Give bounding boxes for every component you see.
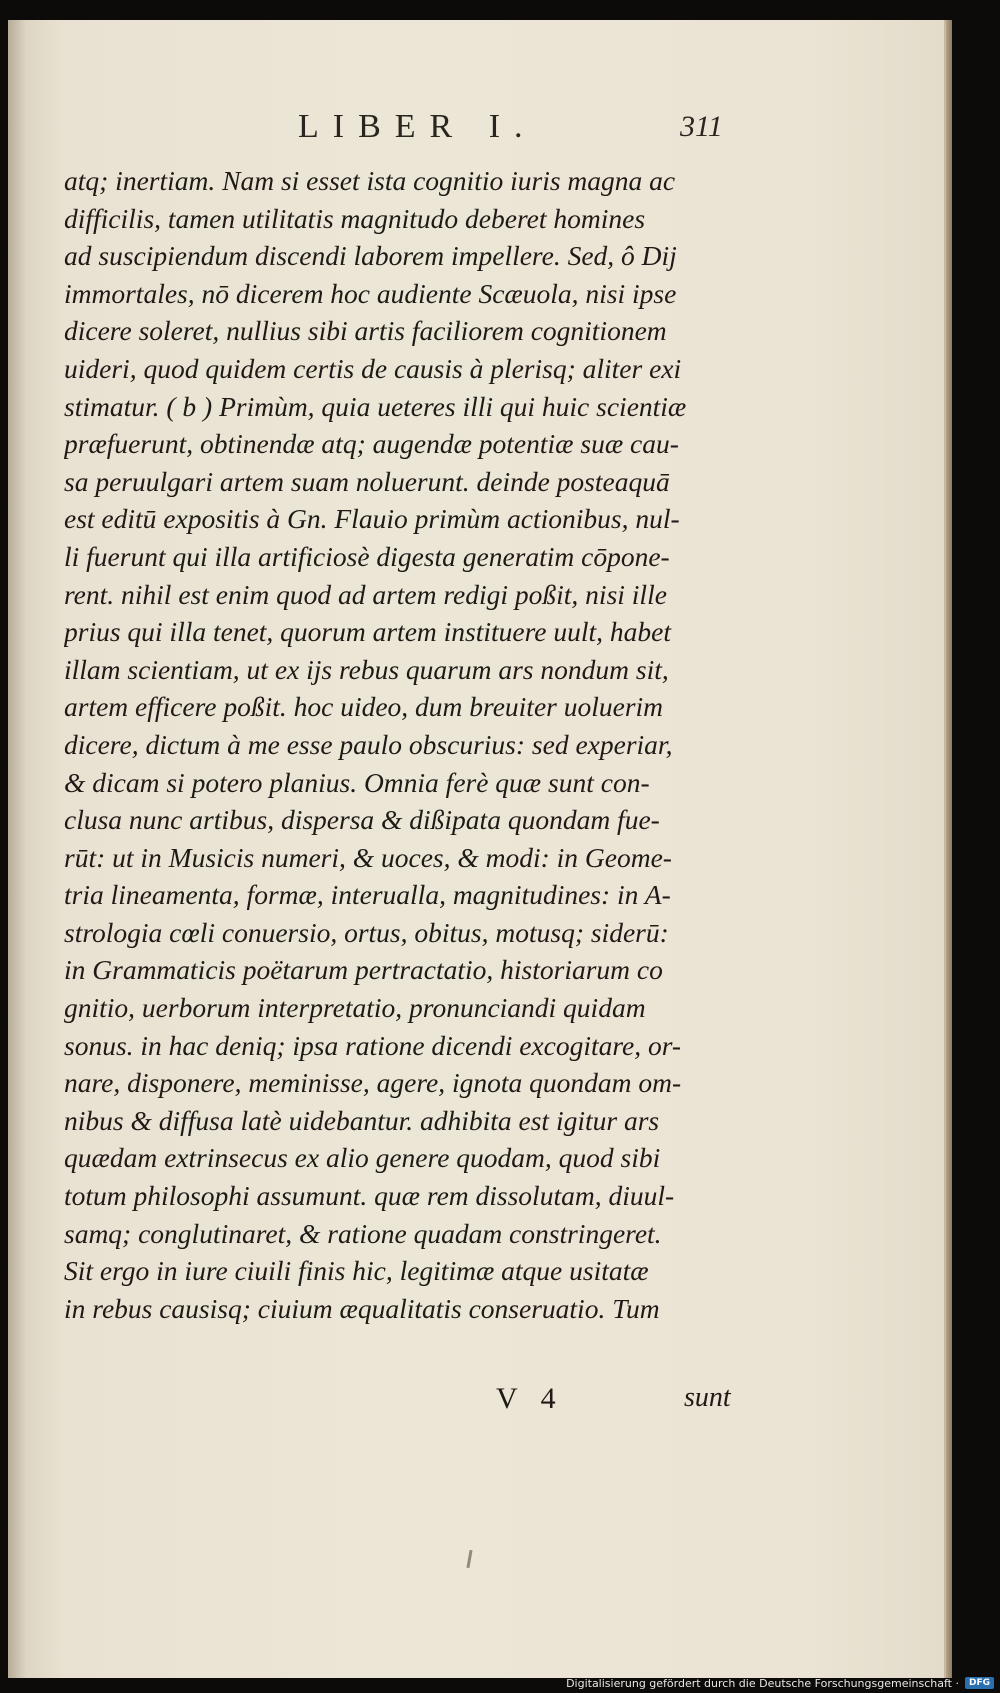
text-line: in Grammaticis poëtarum pertractatio, historiarum co <box>64 954 663 986</box>
text-line: uideri, quod quidem certis de causis à plerisq; aliter exi <box>64 352 682 384</box>
text-line: dicere soleret, nullius sibi artis faciliorem cognitionem <box>64 315 667 347</box>
text-line: præfuerunt, obtinendæ atq; augendæ potentiæ suæ cau- <box>64 428 679 460</box>
page-header <box>8 108 944 158</box>
body-text <box>64 162 744 1327</box>
text-line: stimatur. ( b ) Primùm, quia ueteres illi qui huic scientiæ <box>64 390 687 422</box>
text-line: clusa nunc artibus, dispersa & dißipata quondam fue- <box>64 804 660 836</box>
text-line: samq; conglutinaret, & ratione quadam constringeret. <box>64 1217 662 1249</box>
text-line: illam scientiam, ut ex ijs rebus quarum ars nondum sit, <box>64 653 669 685</box>
text-line: li fuerunt qui illa artificiosè digesta generatim cōpone- <box>64 540 670 572</box>
text-line: nare, disponere, meminisse, agere, ignota quondam om- <box>64 1067 682 1099</box>
ink-mark <box>466 1550 472 1568</box>
signature-mark: V 4 <box>496 1382 564 1415</box>
text-line: nibus & diffusa latè uidebantur. adhibita est igitur ars <box>64 1104 660 1136</box>
text-line: in rebus causisq; ciuium æqualitatis conseruatio. Tum <box>64 1292 660 1324</box>
text-line: atq; inertiam. Nam si esset ista cognitio iuris magna ac <box>64 165 676 196</box>
text-line: artem efficere poßit. hoc uideo, dum breuiter uoluerim <box>64 691 664 723</box>
text-line: immortales, nō dicerem hoc audiente Scæuola, nisi ipse <box>64 277 677 309</box>
text-line: rent. nihil est enim quod ad artem redigi poßit, nisi ille <box>64 578 667 610</box>
catchword: sunt <box>684 1382 731 1413</box>
text-line: totum philosophi assumunt. quæ rem dissolutam, diuul- <box>64 1180 675 1212</box>
text-line: rūt: ut in Musicis numeri, & uoces, & modi: in Geome- <box>64 841 672 873</box>
running-head: LIBER I. <box>298 108 537 145</box>
gutter-shadow <box>8 20 26 1678</box>
text-line: prius qui illa tenet, quorum artem instituere uult, habet <box>64 616 672 648</box>
text-line: sonus. in hac deniq; ipsa ratione dicendi excogitare, or- <box>64 1029 682 1061</box>
book-page <box>8 20 948 1678</box>
text-line: ad suscipiendum discendi laborem impellere. Sed, ô Dij <box>64 240 677 272</box>
page-edge <box>946 20 952 1678</box>
dfg-logo-icon: DFG <box>965 1677 994 1689</box>
text-line: & dicam si potero planius. Omnia ferè quæ sunt con- <box>64 766 650 798</box>
text-line: sa peruulgari artem suam noluerunt. deinde posteaquā <box>64 465 670 497</box>
text-line: difficilis, tamen utilitatis magnitudo deberet homines <box>64 202 646 234</box>
catchline <box>8 1382 944 1422</box>
text-line: dicere, dictum à me esse paulo obscurius: sed experiar, <box>64 728 673 760</box>
text-line: quædam extrinsecus ex alio genere quodam, quod sibi <box>64 1142 661 1174</box>
text-line: est editū expositis à Gn. Flauio primùm actionibus, nul- <box>64 503 680 535</box>
text-line: Sit ergo in iure ciuili finis hic, legitimæ atque usitatæ <box>64 1255 649 1287</box>
digitization-footer <box>566 1675 994 1691</box>
funding-notice: Digitalisierung gefördert durch die Deutsche Forschungsgemeinschaft · <box>566 1676 959 1690</box>
page-number: 311 <box>680 110 723 143</box>
text-line: strologia cœli conuersio, ortus, obitus, motusq; siderū: <box>64 916 669 948</box>
text-line: gnitio, uerborum interpretatio, pronunciandi quidam <box>64 992 646 1024</box>
text-line: tria lineamenta, formæ, interualla, magnitudines: in A- <box>64 879 671 911</box>
